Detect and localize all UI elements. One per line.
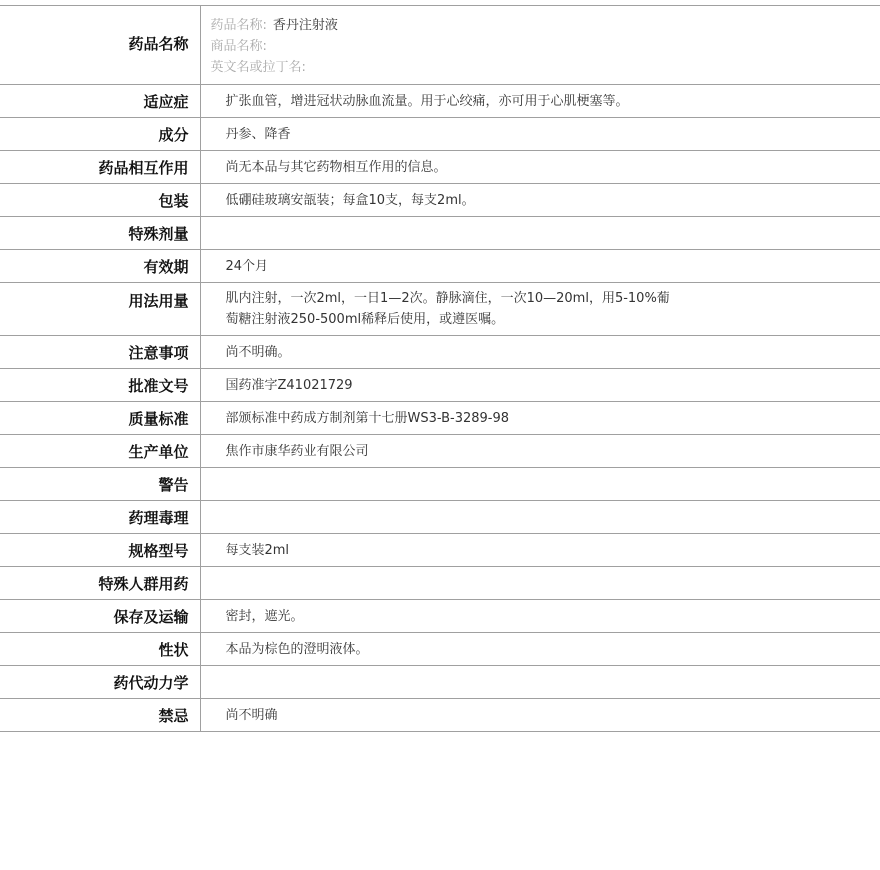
row-value-special-dosage — [200, 217, 880, 250]
row-contraindications — [0, 699, 880, 732]
row-value-ingredients: 丹参、降香 — [225, 126, 291, 142]
row-label-warning: 警告 — [0, 468, 200, 501]
row-appearance — [0, 633, 880, 666]
row-usage-dosage — [0, 283, 880, 336]
row-manufacturer — [0, 435, 880, 468]
row-label-contraindications: 禁忌 — [0, 699, 200, 732]
usage-line-2: 萄糖注射液250-500ml稀释后使用，或遵医嘱。 — [225, 312, 505, 327]
row-label-special-populations: 特殊人群用药 — [0, 567, 200, 600]
row-value-interactions: 尚无本品与其它药物相互作用的信息。 — [225, 159, 447, 175]
generic-name-label: 药品名称: — [210, 18, 267, 33]
row-label-drug-name: 药品名称 — [0, 6, 200, 85]
row-label-appearance: 性状 — [0, 633, 200, 666]
row-shelf-life — [0, 250, 880, 283]
row-label-interactions: 药品相互作用 — [0, 151, 200, 184]
row-value-appearance: 本品为棕色的澄明液体。 — [225, 641, 369, 657]
row-indications — [0, 85, 880, 118]
row-ingredients — [0, 118, 880, 151]
usage-line-1: 肌内注射，一次2ml，一日1—2次。静脉滴住，一次10—20ml，用5-10%葡 — [225, 291, 670, 306]
row-value-specification: 每支装2ml — [225, 542, 290, 558]
row-label-storage-transport: 保存及运输 — [0, 600, 200, 633]
row-special-dosage — [0, 217, 880, 250]
row-value-approval-number: 国药准字Z41021729 — [225, 377, 353, 393]
row-label-packaging: 包装 — [0, 184, 200, 217]
drug-info-table — [0, 5, 880, 732]
row-quality-standard — [0, 402, 880, 435]
row-label-manufacturer: 生产单位 — [0, 435, 200, 468]
row-value-precautions: 尚不明确。 — [225, 344, 291, 360]
row-label-ingredients: 成分 — [0, 118, 200, 151]
row-warning — [0, 468, 880, 501]
row-label-shelf-life: 有效期 — [0, 250, 200, 283]
row-label-specification: 规格型号 — [0, 534, 200, 567]
row-value-indications: 扩张血管，增进冠状动脉血流量。用于心绞痛，亦可用于心肌梗塞等。 — [225, 93, 629, 109]
row-pharmacokinetics — [0, 666, 880, 699]
row-value-pharmacokinetics — [200, 666, 880, 699]
english-name-line — [211, 57, 871, 78]
generic-name-value: 香丹注射液 — [272, 18, 338, 33]
row-label-special-dosage: 特殊剂量 — [0, 217, 200, 250]
row-label-quality-standard: 质量标准 — [0, 402, 200, 435]
row-approval-number — [0, 369, 880, 402]
english-name-label: 英文名或拉丁名: — [210, 60, 306, 75]
row-value-packaging: 低硼硅玻璃安瓿装；每盒10支，每支2ml。 — [225, 192, 475, 208]
row-value-special-populations — [200, 567, 880, 600]
row-pharmacology-toxicology — [0, 501, 880, 534]
row-packaging — [0, 184, 880, 217]
row-label-pharmacology-toxicology: 药理毒理 — [0, 501, 200, 534]
row-value-shelf-life: 24个月 — [225, 258, 269, 274]
row-interactions — [0, 151, 880, 184]
row-special-populations — [0, 567, 880, 600]
row-label-precautions: 注意事项 — [0, 336, 200, 369]
row-label-indications: 适应症 — [0, 85, 200, 118]
row-value-warning — [200, 468, 880, 501]
row-value-contraindications: 尚不明确 — [225, 707, 278, 723]
row-value-manufacturer: 焦作市康华药业有限公司 — [225, 443, 369, 459]
generic-name-line — [211, 15, 871, 36]
row-specification — [0, 534, 880, 567]
row-value-storage-transport: 密封，遮光。 — [225, 608, 304, 624]
row-precautions — [0, 336, 880, 369]
row-drug-name — [0, 6, 880, 85]
drug-name-cell — [200, 6, 880, 85]
row-label-pharmacokinetics: 药代动力学 — [0, 666, 200, 699]
row-value-quality-standard: 部颁标准中药成方制剂第十七册WS3-B-3289-98 — [225, 410, 510, 426]
trade-name-label: 商品名称: — [210, 39, 267, 54]
trade-name-line — [211, 36, 871, 57]
row-storage-transport — [0, 600, 880, 633]
row-value-pharmacology-toxicology — [200, 501, 880, 534]
row-label-usage-dosage: 用法用量 — [0, 283, 200, 336]
row-value-usage-dosage — [200, 283, 880, 336]
row-label-approval-number: 批准文号 — [0, 369, 200, 402]
